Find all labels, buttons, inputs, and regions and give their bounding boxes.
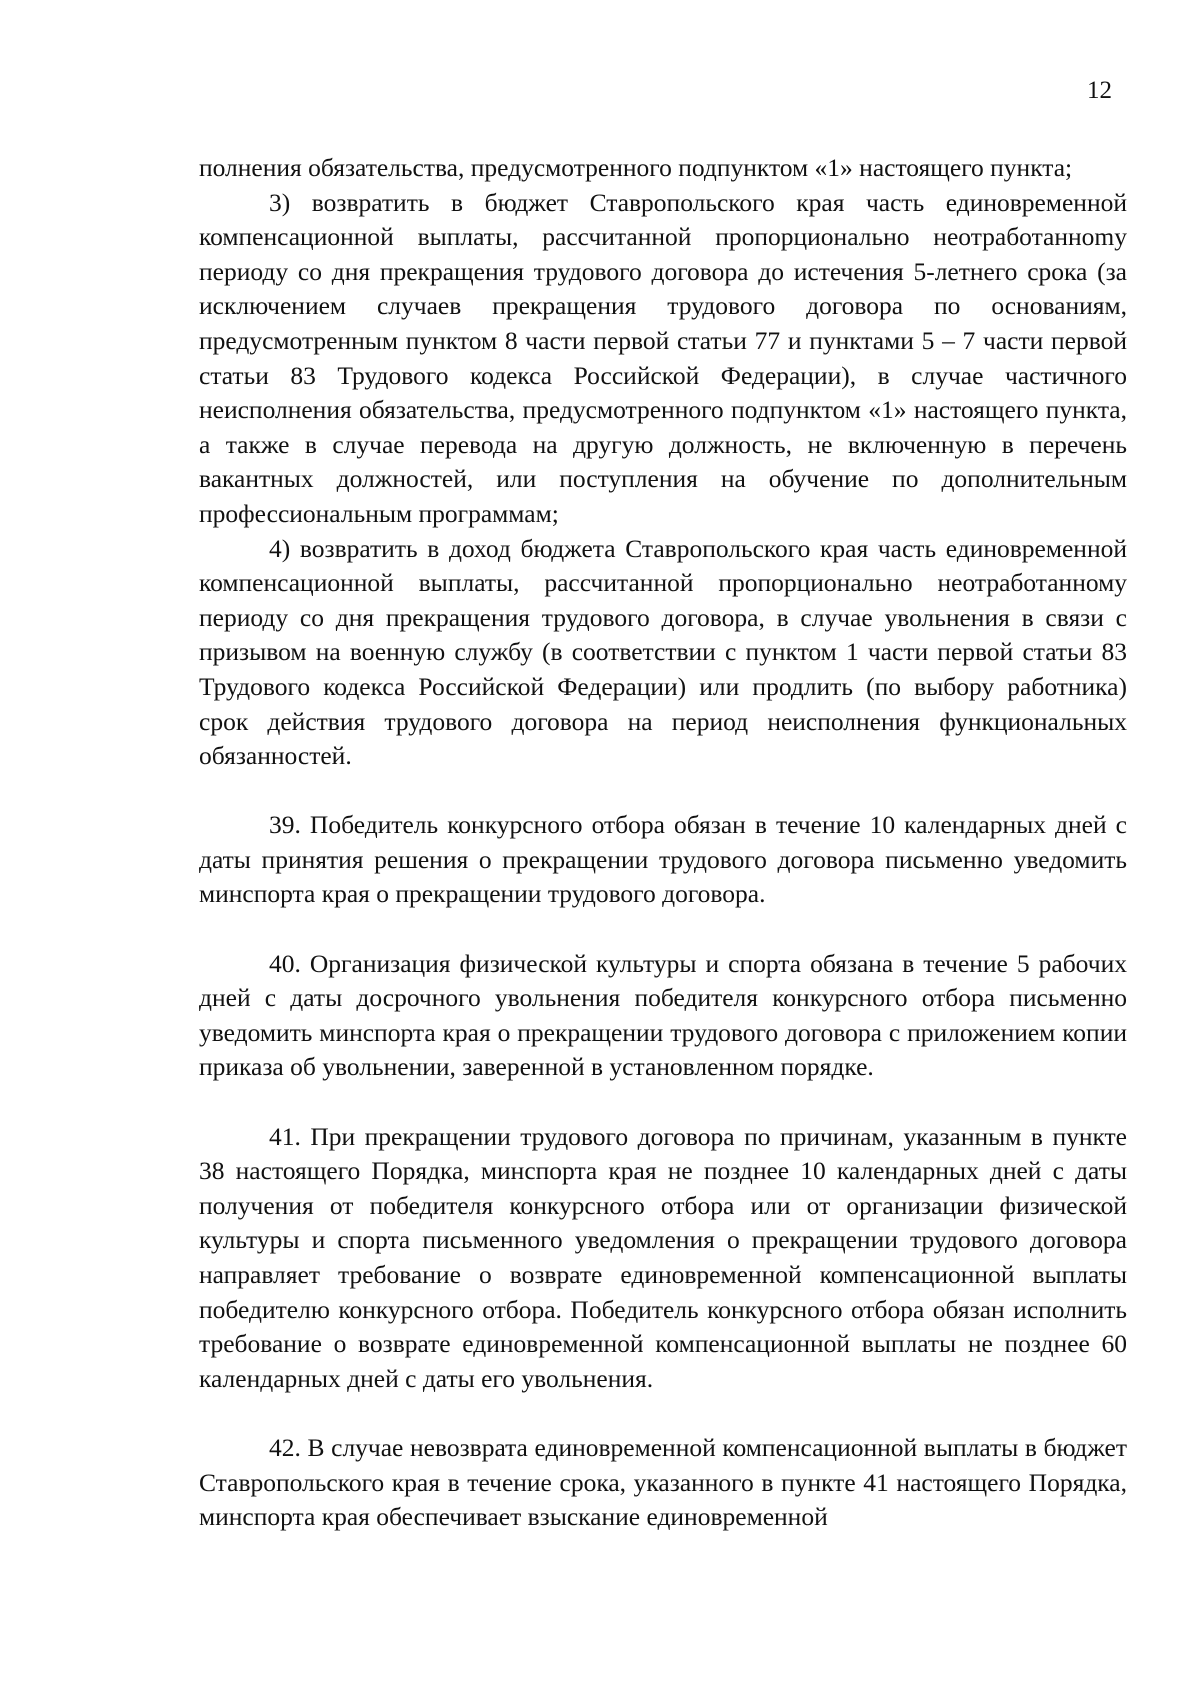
page-number: 12 bbox=[1087, 77, 1112, 104]
paragraph-continuation: полнения обязательства, предусмотренного подпунктом «1» настоящего пункта; bbox=[199, 153, 1073, 182]
paragraph-point-41: 41. При прекращении трудового договора по причинам, указанным в пункте 38 настоящего Порядка, минспорта края не позднее 10 календарных дней с даты получения от победителя конкурсного отбора или от организации физической культуры и спорта письменного уведомления о прекращении трудового договора направляет требование о возврате единовременной компенсационной выплаты победителю конкурсного отбора. Победитель конкурсного отбора обязан исполнить требование о возврате единовременной компенсационной выплаты не позднее 60 календарных дней с даты его увольнения. bbox=[199, 1121, 1127, 1393]
paragraph-item-3: 3) возвратить в бюджет Ставропольского края часть единовременной компенсационной выплаты, рассчитанной пропорционально неотработанноmу периоду со дня прекращения трудового договора до истечения 5-летнего срока (за исключением случаев прекращения трудового договора по основаниям, предусмотренным пунктом 8 части первой статьи 77 и пунктами 5 – 7 части первой статьи 83 Трудового кодекса Российской Федерации), в случае частичного неисполнения обязательства, предусмотренного подпунктом «1» настоящего пункта, а также в случае перевода на другую должность, не включенную в перечень вакантных должностей, или поступления на обучение по дополнительным профессиональным программам; bbox=[199, 187, 1127, 528]
paragraph-point-40: 40. Организация физической культуры и спорта обязана в течение 5 рабочих дней с даты досрочного увольнения победителя конкурсного отбора письменно уведомить минспорта края о прекращении трудового договора с приложением копии приказа об увольнении, заверенной в установленном порядке. bbox=[199, 948, 1127, 1082]
document-body bbox=[199, 151, 1127, 1535]
paragraph-item-4: 4) возвратить в доход бюджета Ставропольского края часть единовременной компенсационной выплаты, рассчитанной пропорционально неотработанному периоду со дня прекращения трудового договора, в случае увольнения в связи с призывом на военную службу (в соответствии с пунктом 1 части первой статьи 83 Трудового кодекса Российской Федерации) или продлить (по выбору работника) срок действия трудового договора на период неисполнения функциональных обязанностей. bbox=[199, 533, 1127, 771]
paragraph-point-39: 39. Победитель конкурсного отбора обязан в течение 10 календарных дней с даты принятия решения о прекращении трудового договора письменно уведомить минспорта края о прекращении трудового договора. bbox=[199, 810, 1127, 909]
paragraph-point-42: 42. В случае невозврата единовременной компенсационной выплаты в бюджет Ставропольского края в течение срока, указанного в пункте 41 настоящего Порядка, минспорта края обеспечивает взыскание единовременной bbox=[199, 1432, 1127, 1532]
